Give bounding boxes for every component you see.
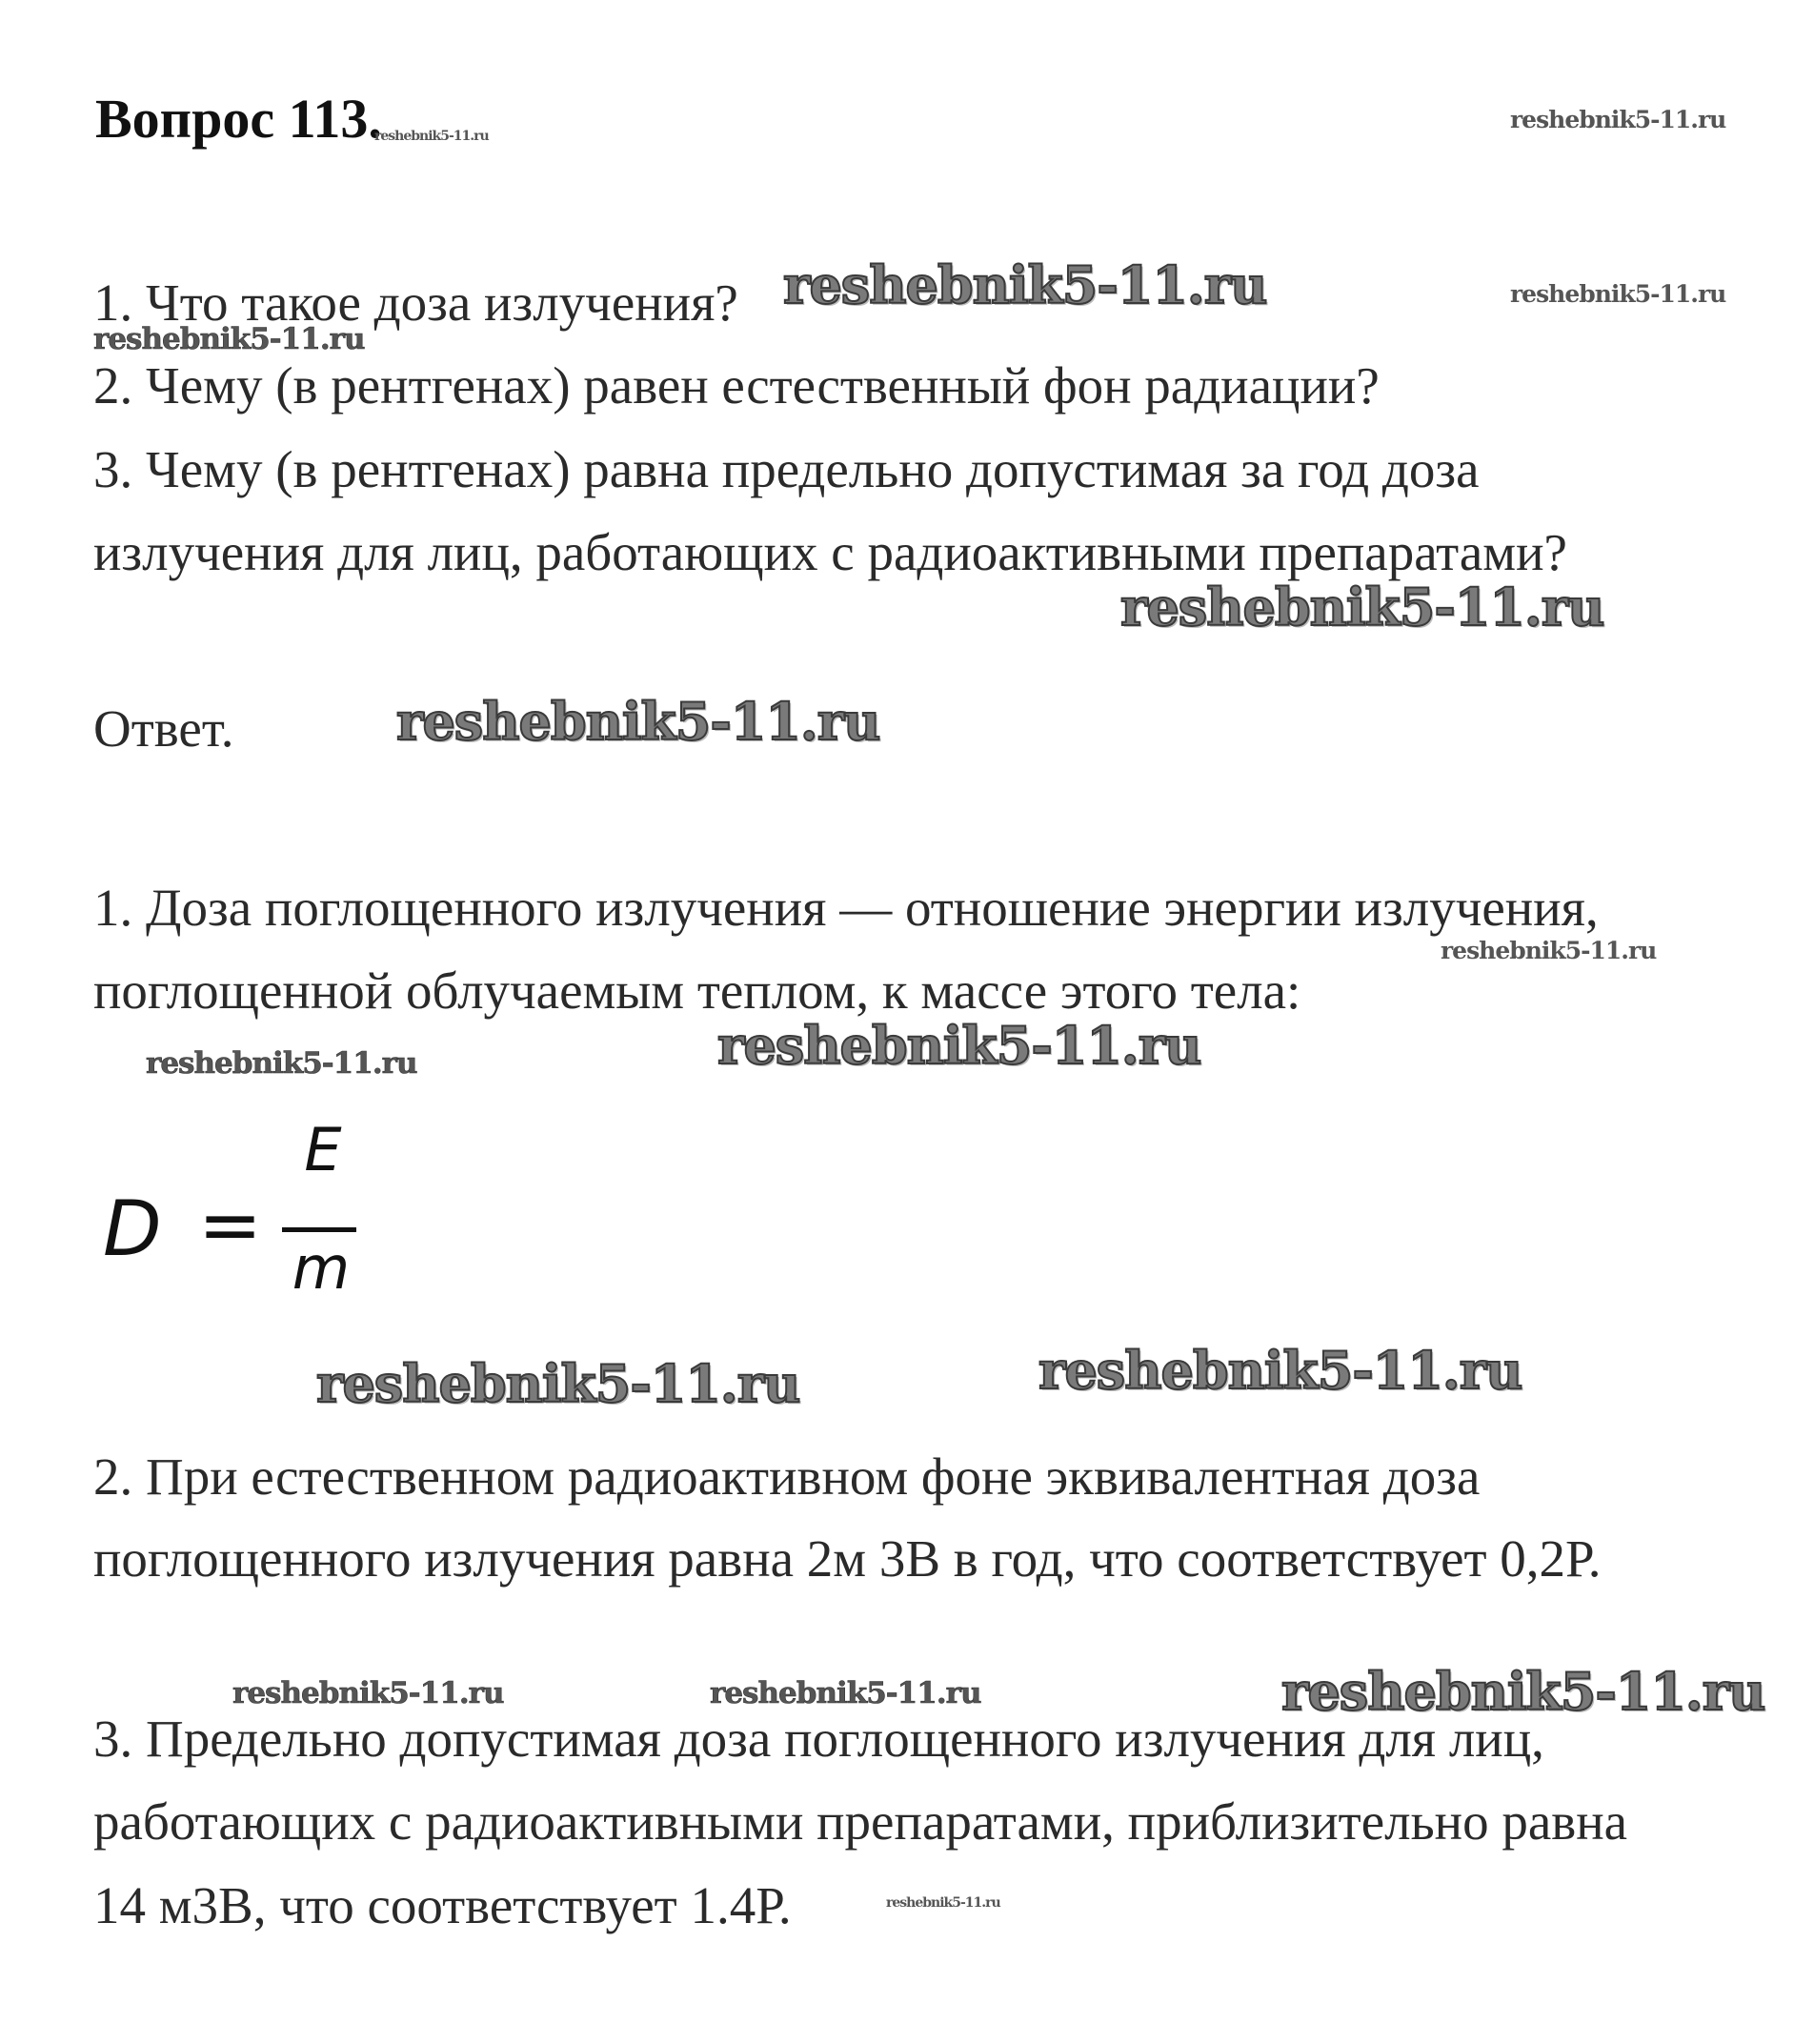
watermark: reshebnik5-11.ru xyxy=(1120,577,1604,637)
fraction-bar xyxy=(282,1227,356,1232)
watermark: reshebnik5-11.ru xyxy=(717,1015,1201,1076)
watermark: reshebnik5-11.ru xyxy=(1038,1340,1522,1401)
formula-denominator: m xyxy=(292,1233,351,1303)
answer-3-line-1: 3. Предельно допустимая доза поглощенного излучения для лиц, xyxy=(93,1710,1544,1768)
watermark: reshebnik5-11.ru xyxy=(1441,937,1657,964)
watermark: reshebnik5-11.ru xyxy=(886,1895,1000,1911)
watermark: reshebnik5-11.ru xyxy=(1281,1661,1765,1722)
watermark: reshebnik5-11.ru xyxy=(1510,106,1726,133)
formula-equals: = xyxy=(198,1181,263,1269)
watermark: reshebnik5-11.ru xyxy=(232,1676,504,1710)
watermark: reshebnik5-11.ru xyxy=(710,1676,981,1710)
question-3-line-2: излучения для лиц, работающих с радиоактивными препаратами? xyxy=(93,523,1567,581)
watermark: reshebnik5-11.ru xyxy=(1510,280,1726,308)
watermark: reshebnik5-11.ru xyxy=(783,254,1267,315)
answer-1-line-1: 1. Доза поглощенного излучения — отношение энергии излучения, xyxy=(93,879,1599,937)
answer-3-line-2: работающих с радиоактивными препаратами, приблизительно равна xyxy=(93,1792,1628,1851)
question-1: 1. Что такое доза излучения? xyxy=(93,273,738,332)
formula-lhs: D xyxy=(103,1184,162,1273)
answer-3-line-3: 14 м3В, что соответствует 1.4Р. xyxy=(93,1876,792,1934)
watermark: reshebnik5-11.ru xyxy=(316,1353,800,1414)
question-2: 2. Чему (в рентгенах) равен естественный фон радиации? xyxy=(93,356,1380,415)
question-3-line-1: 3. Чему (в рентгенах) равна предельно допустимая за год доза xyxy=(93,440,1480,498)
answer-2-line-1: 2. При естественном радиоактивном фоне эквивалентная доза xyxy=(93,1447,1481,1506)
page-title: Вопрос 113. xyxy=(95,88,382,150)
watermark: reshebnik5-11.ru xyxy=(93,322,365,356)
answer-2-line-2: поглощенного излучения равна 2м 3В в год, что соответствует 0,2Р. xyxy=(93,1529,1602,1588)
formula-numerator: E xyxy=(304,1115,342,1184)
answer-1-line-2: поглощенной облучаемым теплом, к массе этого тела: xyxy=(93,961,1301,1020)
watermark: reshebnik5-11.ru xyxy=(146,1046,417,1081)
answer-label: Ответ. xyxy=(93,699,234,758)
watermark: reshebnik5-11.ru xyxy=(396,691,880,752)
watermark: reshebnik5-11.ru xyxy=(374,129,489,144)
